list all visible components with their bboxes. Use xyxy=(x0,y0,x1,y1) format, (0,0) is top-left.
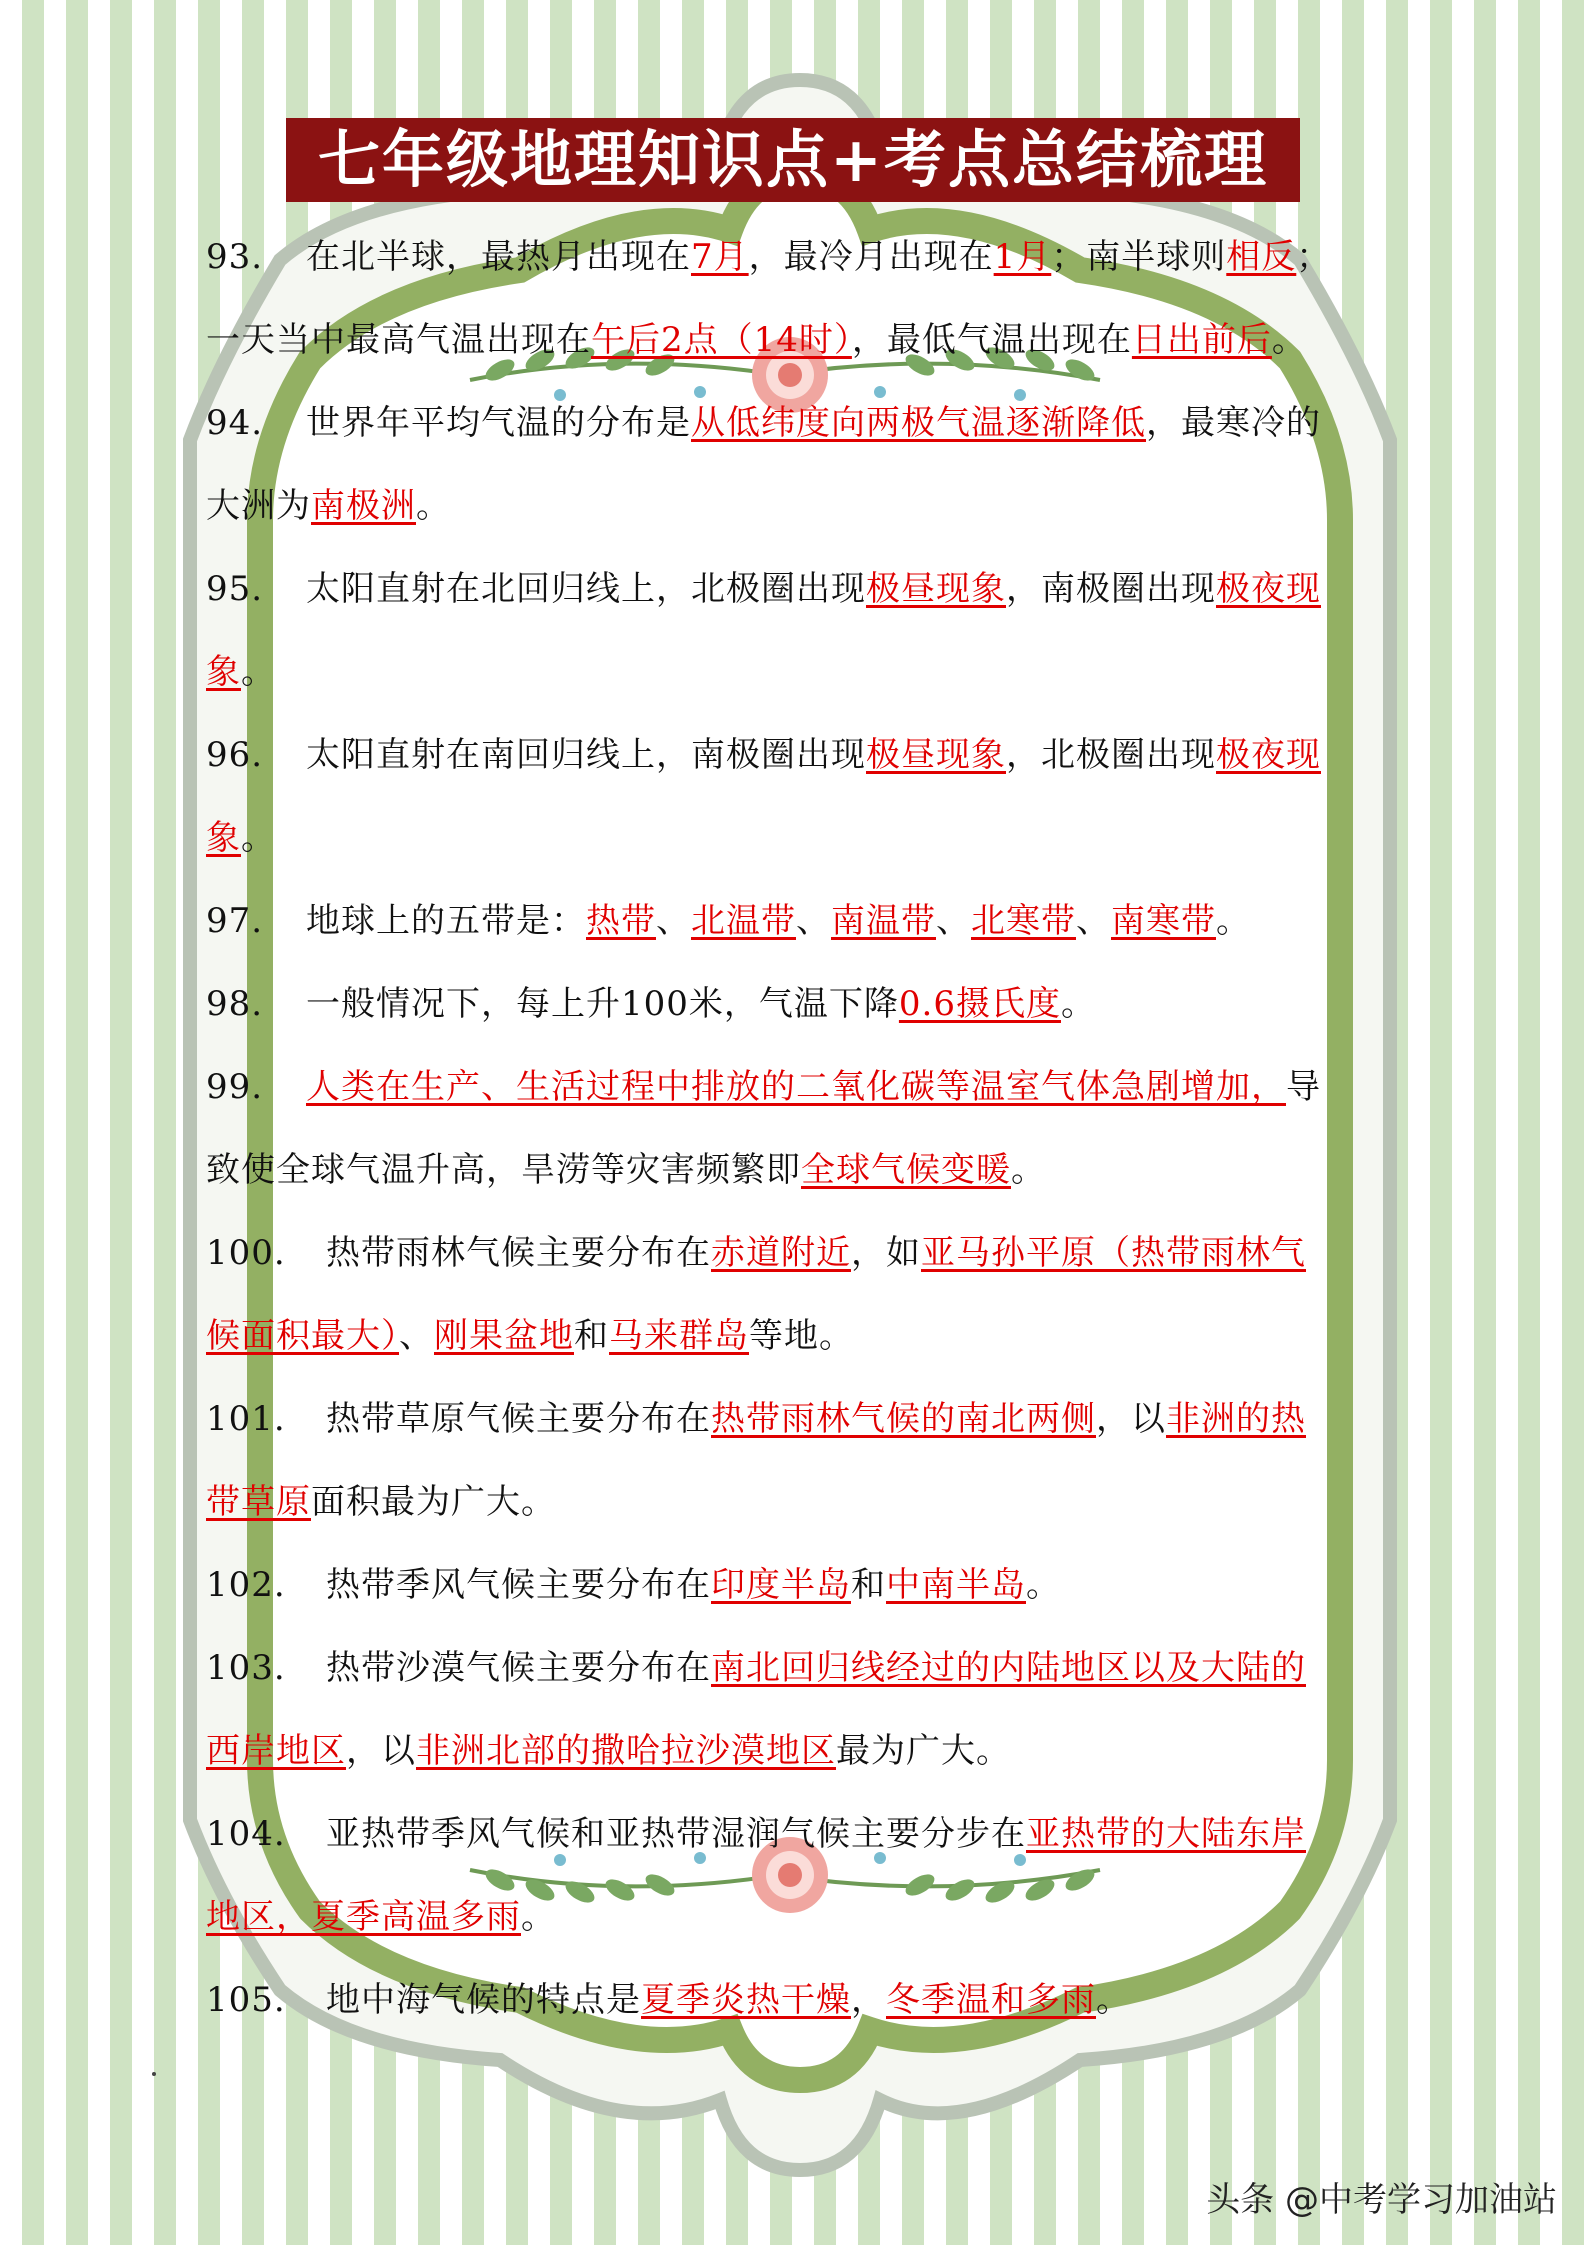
body-text: 。 xyxy=(241,818,276,858)
body-text: 地中海气候的特点是 xyxy=(326,1980,641,2020)
item-number: 100. xyxy=(206,1233,286,1273)
highlight-text: 南温带 xyxy=(831,901,936,941)
list-item-line xyxy=(206,1710,1434,1793)
body-text: ，以 xyxy=(346,1731,416,1771)
highlight-text: 全球气候变暖 xyxy=(801,1150,1011,1190)
body-text: 导 xyxy=(1286,1067,1321,1107)
item-number: 102. xyxy=(206,1565,286,1605)
list-item-line xyxy=(206,382,1434,465)
item-number: 104. xyxy=(206,1814,286,1854)
knowledge-list xyxy=(206,216,1434,2042)
highlight-text: 北寒带 xyxy=(971,901,1076,941)
item-number: 93. xyxy=(206,237,264,277)
body-text: ，北极圈出现 xyxy=(1006,735,1216,775)
body-text: ，最寒冷的 xyxy=(1146,403,1321,443)
highlight-text: 印度半岛 xyxy=(711,1565,851,1605)
body-text: 一天当中最高气温出现在 xyxy=(206,320,591,360)
list-item-line xyxy=(206,1295,1434,1378)
highlight-text: 南北回归线经过的内陆地区以及大陆的 xyxy=(711,1648,1306,1688)
highlight-text: 非洲北部的撒哈拉沙漠地区 xyxy=(416,1731,836,1771)
body-text: ，最冷月出现在 xyxy=(748,237,994,277)
highlight-text: 从低纬度向两极气温逐渐降低 xyxy=(691,403,1146,443)
body-text: 、 xyxy=(1076,901,1111,941)
body-text: 热带季风气候主要分布在 xyxy=(326,1565,711,1605)
highlight-text: 南寒带 xyxy=(1111,901,1216,941)
item-number: 97. xyxy=(206,901,264,941)
list-item-line xyxy=(206,1793,1434,1876)
highlight-text: 7月 xyxy=(691,237,749,277)
highlight-text: 象 xyxy=(206,652,241,692)
list-item-line xyxy=(206,1627,1434,1710)
list-item-line xyxy=(206,299,1434,382)
list-item-line xyxy=(206,1959,1434,2042)
body-text: 大洲为 xyxy=(206,486,311,526)
body-text: 热带雨林气候主要分布在 xyxy=(326,1233,711,1273)
highlight-text: 地区，夏季高温多雨 xyxy=(206,1897,521,1937)
list-item-line xyxy=(206,1461,1434,1544)
body-text: 面积最为广大。 xyxy=(311,1482,556,1522)
highlight-text: 北温带 xyxy=(691,901,796,941)
list-item-line xyxy=(206,714,1434,797)
watermark: 头条 @中考学习加油站 xyxy=(1206,2180,1557,2220)
list-item-line xyxy=(206,631,1434,714)
body-text: 。 xyxy=(241,652,276,692)
body-text: 等地。 xyxy=(749,1316,854,1356)
highlight-text: 冬季温和多雨 xyxy=(886,1980,1096,2020)
highlight-text: 人类在生产、生活过程中排放的二氧化碳等温室气体急剧增加， xyxy=(306,1067,1286,1107)
highlight-text: 极昼现象 xyxy=(866,735,1006,775)
highlight-text: 马来群岛 xyxy=(609,1316,749,1356)
highlight-text: 热带 xyxy=(586,901,656,941)
body-text: 亚热带季风气候和亚热带湿润气候主要分步在 xyxy=(326,1814,1026,1854)
highlight-text: 亚马孙平原（热带雨林气 xyxy=(921,1233,1306,1273)
body-text: 致使全球气温升高，旱涝等灾害频繁即 xyxy=(206,1150,801,1190)
body-text: 热带草原气候主要分布在 xyxy=(326,1399,711,1439)
body-text: ； xyxy=(1296,237,1332,277)
body-text: 。 xyxy=(1216,901,1251,941)
highlight-text: 中南半岛 xyxy=(886,1565,1026,1605)
body-text: 太阳直射在北回归线上，北极圈出现 xyxy=(306,569,866,609)
body-text: 。 xyxy=(416,486,451,526)
body-text: ， xyxy=(851,1980,886,2020)
list-item-line xyxy=(206,1046,1434,1129)
list-item-line xyxy=(206,880,1434,963)
list-item-line xyxy=(206,465,1434,548)
body-text: 在北半球，最热月出现在 xyxy=(306,237,691,277)
body-text: ，如 xyxy=(851,1233,921,1273)
highlight-text: 午后2点（14时） xyxy=(591,320,852,360)
highlight-text: 相反 xyxy=(1226,237,1297,277)
item-number: 98. xyxy=(206,984,264,1024)
highlight-text: 非洲的热 xyxy=(1166,1399,1306,1439)
stray-dot xyxy=(152,2072,156,2076)
highlight-text: 赤道附近 xyxy=(711,1233,851,1273)
list-item-line xyxy=(206,797,1434,880)
item-number: 94. xyxy=(206,403,264,443)
highlight-text: 西岸地区 xyxy=(206,1731,346,1771)
body-text: 。 xyxy=(521,1897,556,1937)
body-text: 和 xyxy=(851,1565,886,1605)
body-text: 世界年平均气温的分布是 xyxy=(306,403,691,443)
list-item-line xyxy=(206,548,1434,631)
list-item-line xyxy=(206,1876,1434,1959)
list-item-line xyxy=(206,216,1434,299)
highlight-text: 0.6摄氏度 xyxy=(898,984,1061,1024)
highlight-text: 夏季炎热干燥 xyxy=(641,1980,851,2020)
item-number: 103. xyxy=(206,1648,286,1688)
item-number: 101. xyxy=(206,1399,286,1439)
body-text: 和 xyxy=(574,1316,609,1356)
highlight-text: 热带雨林气候的南北两侧 xyxy=(711,1399,1096,1439)
body-text: 热带沙漠气候主要分布在 xyxy=(326,1648,711,1688)
item-number: 96. xyxy=(206,735,264,775)
body-text: 、 xyxy=(796,901,831,941)
highlight-text: 日出前后 xyxy=(1131,320,1272,360)
page-title: 七年级地理知识点+考点总结梳理 xyxy=(286,118,1300,202)
item-number: 99. xyxy=(206,1067,264,1107)
highlight-text: 极昼现象 xyxy=(866,569,1006,609)
item-number: 95. xyxy=(206,569,264,609)
body-text: ，以 xyxy=(1096,1399,1166,1439)
body-text: 。 xyxy=(1060,984,1096,1024)
body-text: 、 xyxy=(936,901,971,941)
body-text: 、 xyxy=(656,901,691,941)
body-text: 太阳直射在南回归线上，南极圈出现 xyxy=(306,735,866,775)
body-text: ，最低气温出现在 xyxy=(851,320,1132,360)
highlight-text: 南极洲 xyxy=(311,486,416,526)
body-text: 一般情况下，每上升100米，气温下降 xyxy=(306,984,899,1024)
body-text: 。 xyxy=(1026,1565,1061,1605)
highlight-text: 刚果盆地 xyxy=(434,1316,574,1356)
body-text: 。 xyxy=(1096,1980,1131,2020)
body-text: ；南半球则 xyxy=(1051,237,1227,277)
highlight-text: 极夜现 xyxy=(1216,735,1321,775)
body-text: ，南极圈出现 xyxy=(1006,569,1216,609)
list-item-line xyxy=(206,1212,1434,1295)
highlight-text: 象 xyxy=(206,818,241,858)
body-text: 。 xyxy=(1271,320,1307,360)
highlight-text: 亚热带的大陆东岸 xyxy=(1026,1814,1306,1854)
list-item-line xyxy=(206,1129,1434,1212)
body-text: 、 xyxy=(399,1316,434,1356)
highlight-text: 候面积最大） xyxy=(206,1316,399,1356)
body-text: 最为广大。 xyxy=(836,1731,1011,1771)
body-text: 。 xyxy=(1011,1150,1046,1190)
list-item-line xyxy=(206,1544,1434,1627)
item-number: 105. xyxy=(206,1980,286,2020)
highlight-text: 极夜现 xyxy=(1216,569,1321,609)
list-item-line xyxy=(206,963,1434,1046)
highlight-text: 带草原 xyxy=(206,1482,311,1522)
body-text: 地球上的五带是： xyxy=(306,901,586,941)
highlight-text: 1月 xyxy=(993,237,1052,277)
list-item-line xyxy=(206,1378,1434,1461)
